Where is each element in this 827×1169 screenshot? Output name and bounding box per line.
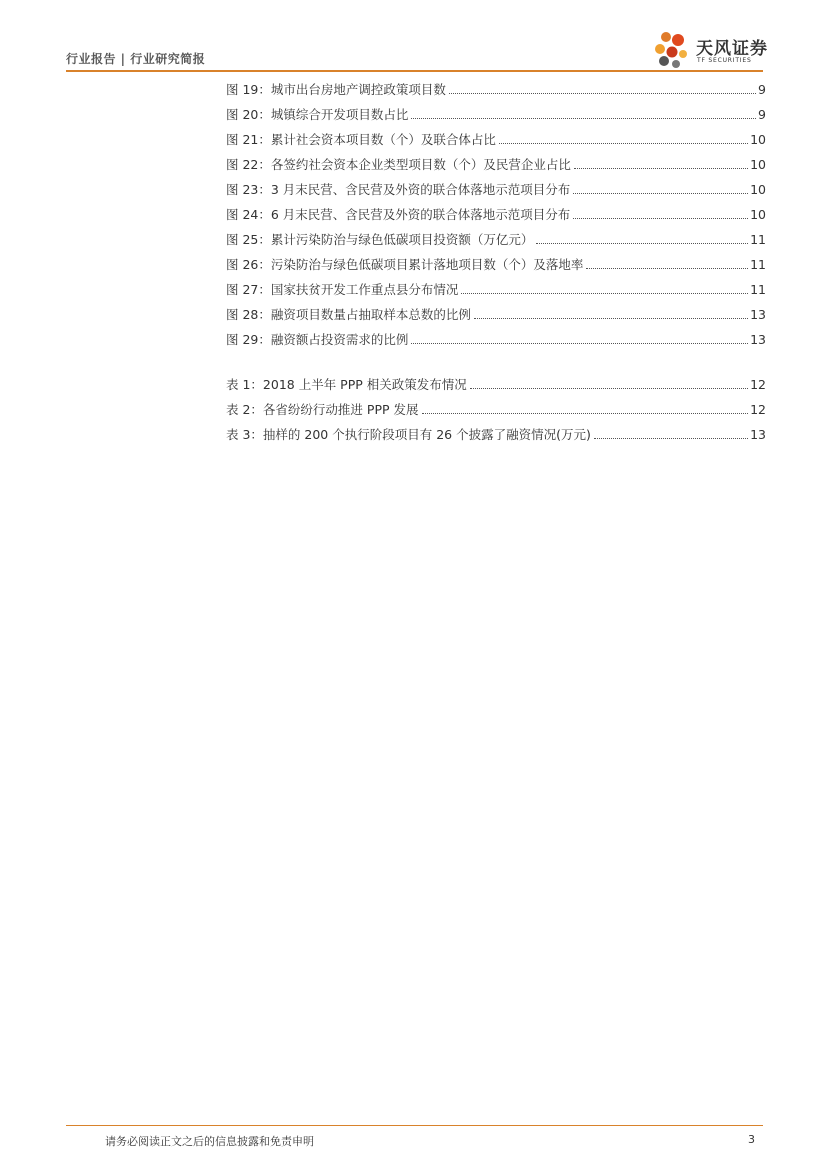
toc-leader-dots — [586, 268, 748, 269]
toc-leader-dots — [499, 143, 748, 144]
toc-entry-label: 图 20：城镇综合开发项目数占比 — [226, 107, 409, 122]
toc-entry-label: 图 25：累计污染防治与绿色低碳项目投资额（万亿元） — [226, 232, 534, 247]
toc-entry-page: 11 — [750, 257, 766, 272]
toc-entry[interactable] — [226, 178, 766, 198]
toc-entry-page: 13 — [750, 427, 766, 442]
toc-entry[interactable] — [226, 153, 766, 173]
toc-leader-dots — [536, 243, 748, 244]
toc-entry[interactable] — [226, 373, 766, 393]
toc-entry-page: 12 — [750, 377, 766, 392]
toc-leader-dots — [594, 438, 748, 439]
toc-leader-dots — [449, 93, 756, 94]
toc-entry[interactable] — [226, 203, 766, 223]
toc-leader-dots — [574, 168, 748, 169]
toc-leader-dots — [411, 343, 748, 344]
toc-entry-page: 13 — [750, 307, 766, 322]
toc-entry-page: 9 — [758, 82, 766, 97]
footer-divider — [66, 1125, 763, 1126]
footer-disclaimer: 请务必阅读正文之后的信息披露和免责申明 — [105, 1135, 314, 1148]
toc-entry[interactable] — [226, 78, 766, 98]
toc-entry[interactable] — [226, 328, 766, 348]
toc-entry-page: 9 — [758, 107, 766, 122]
toc-leader-dots — [422, 413, 749, 414]
toc-leader-dots — [461, 293, 748, 294]
toc-entry[interactable] — [226, 423, 766, 443]
logo-subtitle: TF SECURITIES — [697, 57, 752, 64]
toc-entry[interactable] — [226, 278, 766, 298]
logo-text: 天风证券 — [696, 39, 768, 59]
toc-leader-dots — [411, 118, 756, 119]
toc-entry-page: 10 — [750, 157, 766, 172]
toc-entry-label: 图 21：累计社会资本项目数（个）及联合体占比 — [226, 132, 496, 147]
toc-entry-label: 图 23：3 月末民营、含民营及外资的联合体落地示范项目分布 — [226, 182, 571, 197]
page-number: 3 — [748, 1133, 755, 1146]
toc-entry-page: 11 — [750, 232, 766, 247]
toc-entry-page: 13 — [750, 332, 766, 347]
tf-securities-logo — [652, 28, 772, 72]
header-divider — [66, 70, 763, 72]
toc-entry-label: 表 2：各省纷纷行动推进 PPP 发展 — [226, 402, 419, 417]
toc-entry-page: 10 — [750, 207, 766, 222]
toc-entry-label: 图 28：融资项目数量占抽取样本总数的比例 — [226, 307, 471, 322]
toc-entry-page: 12 — [750, 402, 766, 417]
toc-entry[interactable] — [226, 228, 766, 248]
toc-entry-label: 图 29：融资额占投资需求的比例 — [226, 332, 409, 347]
toc-entry-page: 11 — [750, 282, 766, 297]
toc-entry-label: 图 26：污染防治与绿色低碳项目累计落地项目数（个）及落地率 — [226, 257, 584, 272]
toc-entry[interactable] — [226, 128, 766, 148]
toc-entry-label: 图 27：国家扶贫开发工作重点县分布情况 — [226, 282, 459, 297]
toc-leader-dots — [470, 388, 748, 389]
toc-entry[interactable] — [226, 398, 766, 418]
toc-entry[interactable] — [226, 253, 766, 273]
toc-entry[interactable] — [226, 103, 766, 123]
toc-entry-label: 图 24：6 月末民营、含民营及外资的联合体落地示范项目分布 — [226, 207, 571, 222]
toc-entry-label: 图 19：城市出台房地产调控政策项目数 — [226, 82, 446, 97]
toc-entry-page: 10 — [750, 132, 766, 147]
logo-flower-icon — [652, 28, 696, 72]
toc-entry-label: 表 1：2018 上半年 PPP 相关政策发布情况 — [226, 377, 467, 392]
toc-entry-page: 10 — [750, 182, 766, 197]
toc-entry-label: 图 22：各签约社会资本企业类型项目数（个）及民营企业占比 — [226, 157, 571, 172]
header-title: 行业报告 | 行业研究简报 — [66, 52, 206, 66]
toc-leader-dots — [573, 193, 748, 194]
toc-leader-dots — [474, 318, 748, 319]
toc-entry[interactable] — [226, 303, 766, 323]
toc-entry-label: 表 3：抽样的 200 个执行阶段项目有 26 个披露了融资情况(万元) — [226, 427, 591, 442]
toc-leader-dots — [573, 218, 748, 219]
